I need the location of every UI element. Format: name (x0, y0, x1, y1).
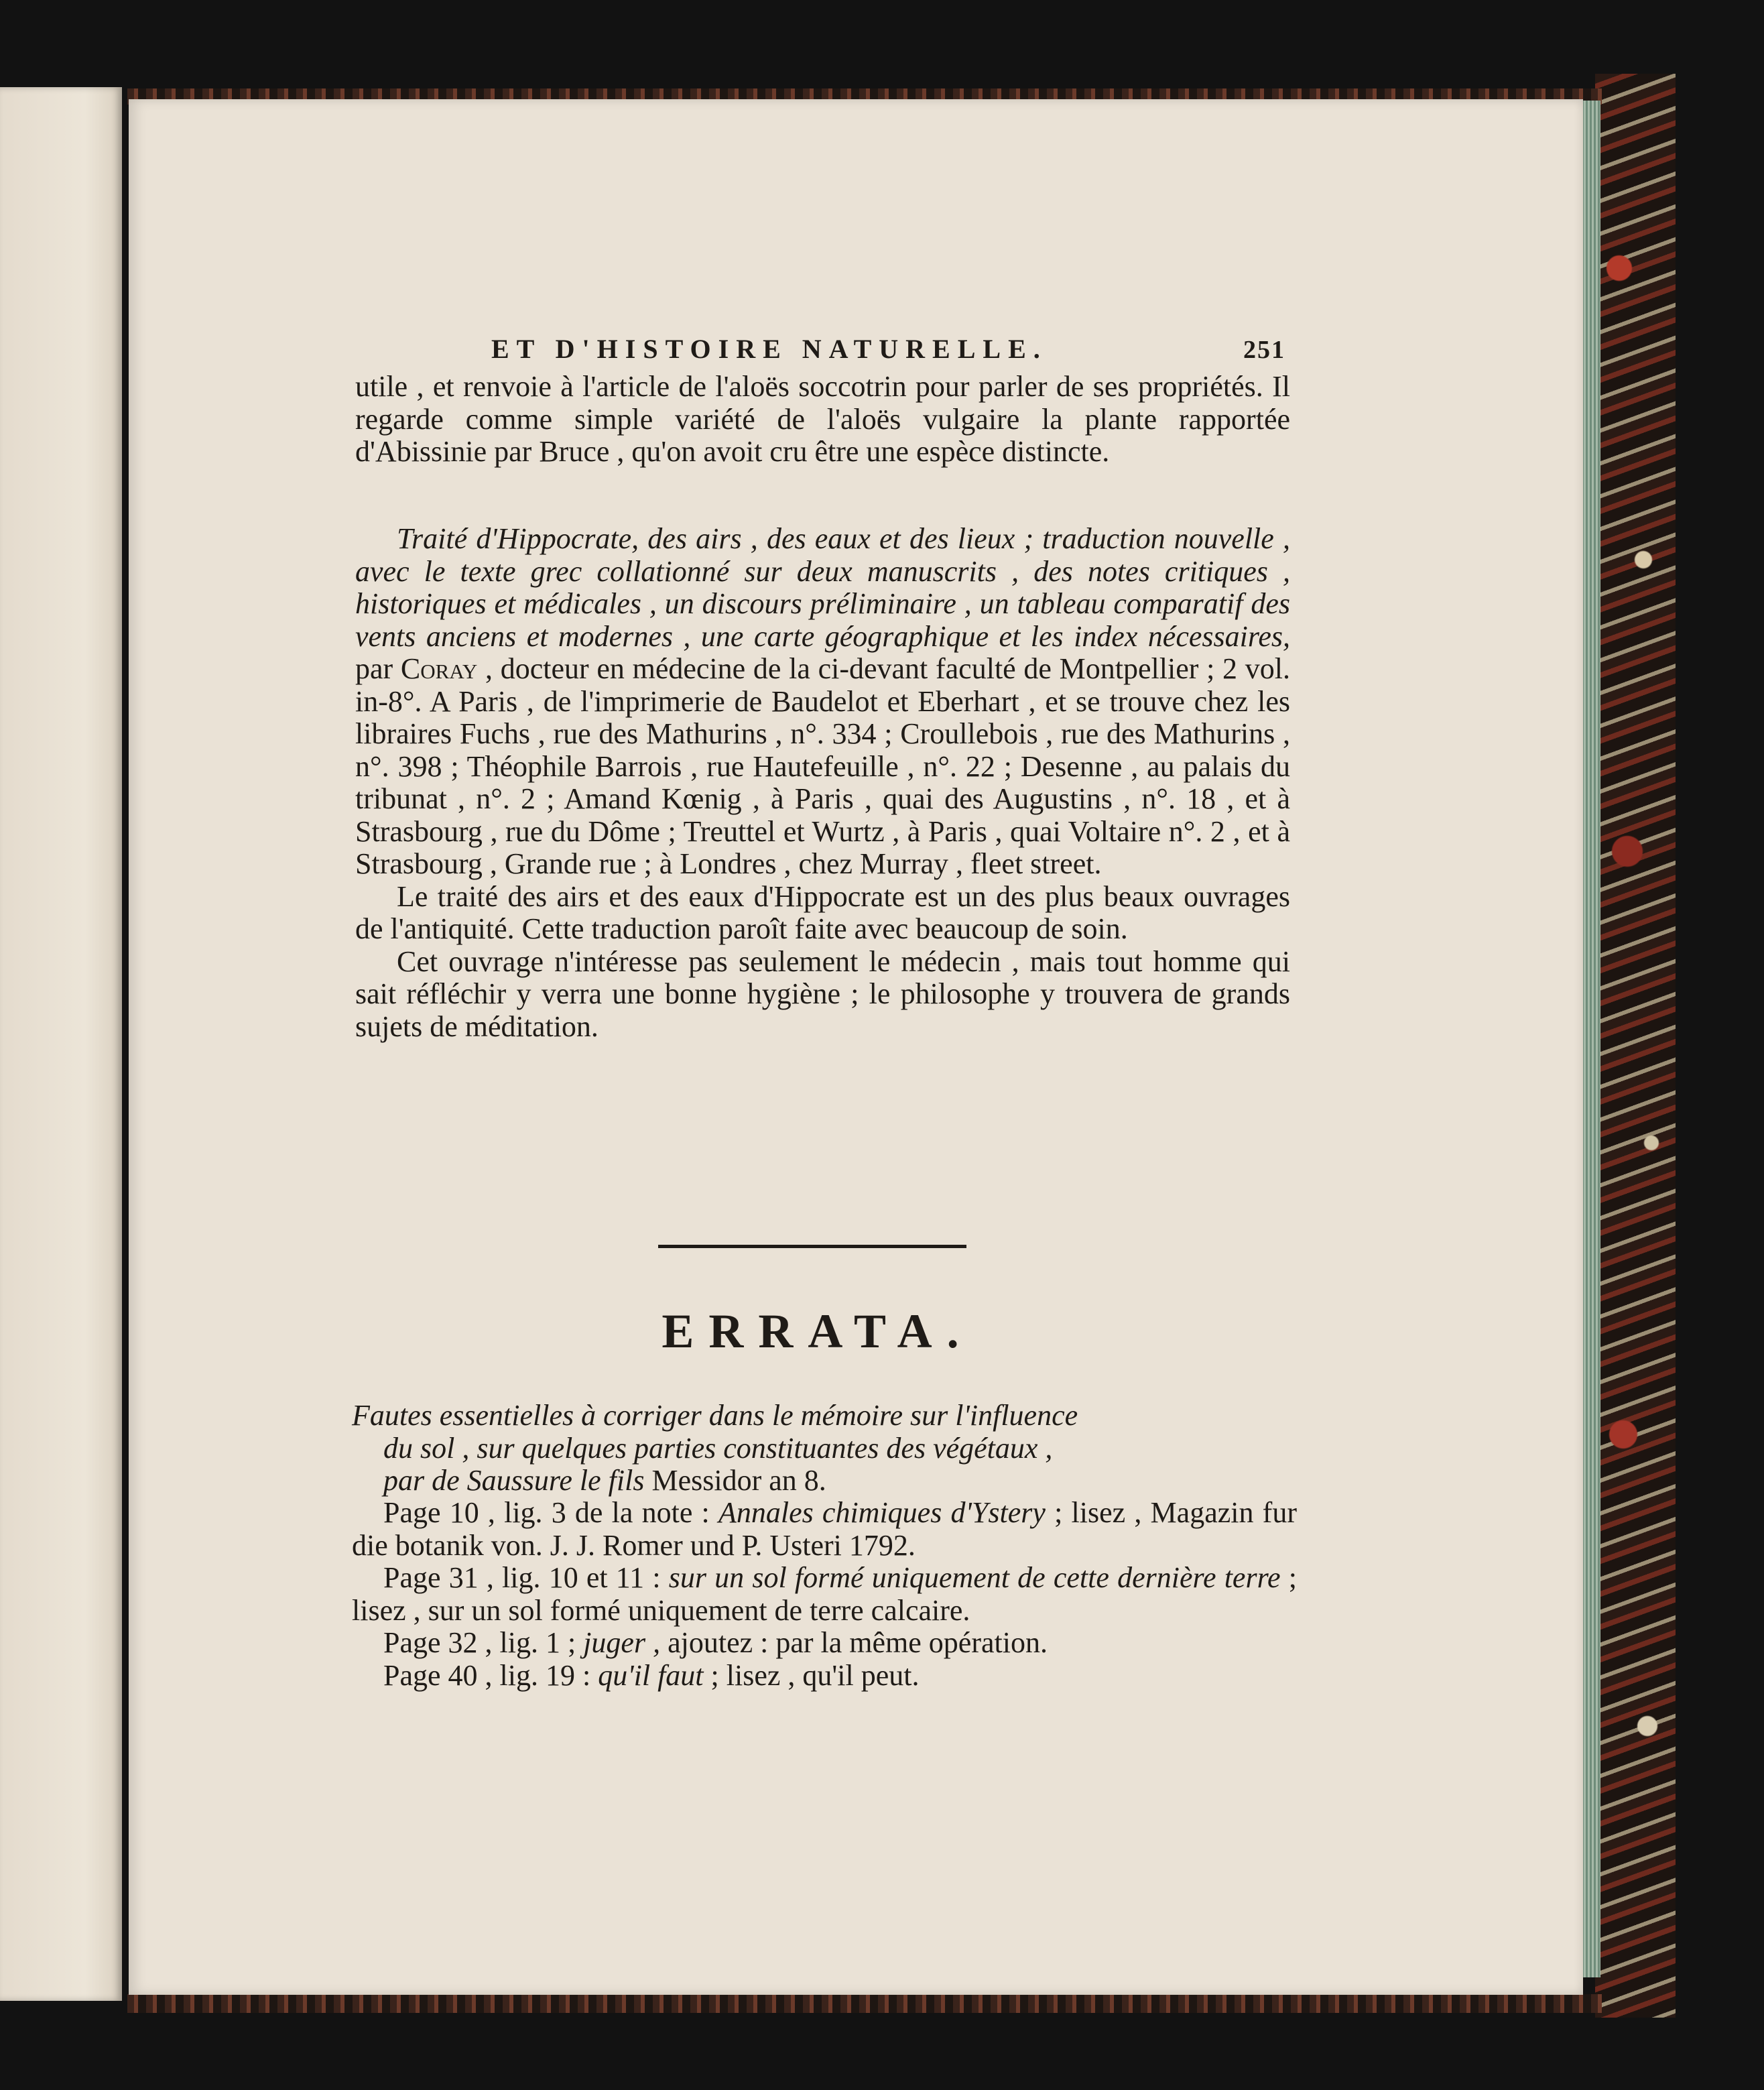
errata-list (352, 1497, 1297, 1692)
errata-item (352, 1562, 1297, 1627)
review-author: Coray (400, 652, 478, 685)
paragraph-text: utile , et renvoie à l'article de l'aloës soccotrin pour parler de ses propriétés. Il regarde comme simple variété de l'aloës vulgaire la plante rapportée d'Abissinie par Bruce , qu'on avoit cru être une espèce distincte. (355, 370, 1290, 468)
facing-page-edge (0, 87, 122, 2001)
errata-date: Messidor an 8. (644, 1464, 826, 1497)
errata-item (352, 1497, 1297, 1562)
errata-item-lead: Page 31 , lig. 10 et 11 : (383, 1561, 669, 1594)
errata-item-correction: ajoutez : par la même opération. (660, 1626, 1048, 1659)
errata-item-wrong: qu'il faut (598, 1658, 704, 1692)
errata-item (352, 1660, 1297, 1693)
paragraph-text: Cet ouvrage n'intéresse pas seulement le médecin , mais tout homme qui sait réfléchir y verra une bonne hygiène ; le philosophe y trouvera de grands sujets de méditation. (355, 944, 1290, 1043)
errata-heading: ERRATA. (662, 1304, 974, 1358)
section-divider (658, 1245, 966, 1248)
errata-item-wrong: Annales chimiques d'Ystery (718, 1496, 1046, 1529)
paragraph-aloes (355, 371, 1290, 469)
errata-intro-line: du sol , sur quelques parties constituantes des végétaux , (383, 1431, 1053, 1465)
errata-item-wrong: sur un sol formé uniquement de cette dernière terre (668, 1561, 1281, 1594)
errata-item-lead: Page 32 , lig. 1 ; (383, 1626, 584, 1659)
running-header: ET D'HISTOIRE NATURELLE. (491, 334, 1048, 364)
review-publication: , docteur en médecine de la ci-devant faculté de Montpellier ; 2 vol. in-8°. A Paris , de l'imprimerie de Baudelot et Eberhart , et se trouve chez les libraires Fuchs , rue des Mathurins , n°. 334 ; Croullebois , rue des Mathurins , n°. 398 ; Théophile Barrois , rue Hautefeuille , n°. 22 ; Desenne , au palais du tribunat , n°. 2 ; Amand Kœnig , à Paris , quai des Augustins , n°. 18 , et à Strasbourg , rue du Dôme ; Treuttel et Wurtz , à Paris , quai Voltaire n°. 2 , et à Strasbourg , Grande rue ; à Londres , chez Murray , fleet street. (355, 652, 1290, 880)
errata-item-correction: ; lisez , sur un sol formé uniquement de terre calcaire. (352, 1561, 1297, 1627)
marbled-cover (1595, 74, 1676, 2018)
errata-item (352, 1627, 1297, 1660)
errata-item-lead: Page 40 , lig. 19 : (383, 1658, 598, 1692)
review-par: par (355, 652, 401, 685)
review-entry-hippocrate (355, 523, 1290, 1043)
errata-intro-line: Fautes essentielles à corriger dans le mémoire sur l'influence (352, 1399, 1078, 1432)
page-fore-edge (1582, 101, 1600, 1977)
errata-item-correction: ; lisez , Magazin fur die botanik von. J. J. Romer und P. Usteri 1792. (352, 1496, 1297, 1562)
errata-item-correction: ; lisez , qu'il peut. (703, 1658, 920, 1692)
review-title: Traité d'Hippocrate, des airs , des eaux et des lieux ; traduction nouvelle , avec le texte grec collationné sur deux manuscrits , des notes critiques , historiques et médicales , un discours préliminaire , un tableau comparatif des vents anciens et modernes , une carte géographique et les index nécessaires, (355, 522, 1290, 653)
errata-item-wrong: juger , (583, 1626, 661, 1659)
errata-author: par de Saussure le fils (383, 1464, 645, 1497)
page-number: 251 (1243, 336, 1285, 364)
binding-bottom-edge (127, 1994, 1602, 2013)
errata-intro (352, 1400, 1297, 1497)
review-entry-text (355, 523, 1290, 881)
errata-intro-line (352, 1465, 1297, 1497)
paragraph-text: Le traité des airs et des eaux d'Hippocrate est un des plus beaux ouvrages de l'antiquité. Cette traduction paroît faite avec beaucoup de soin. (355, 879, 1290, 945)
errata-item-lead: Page 10 , lig. 3 de la note : (383, 1496, 718, 1529)
